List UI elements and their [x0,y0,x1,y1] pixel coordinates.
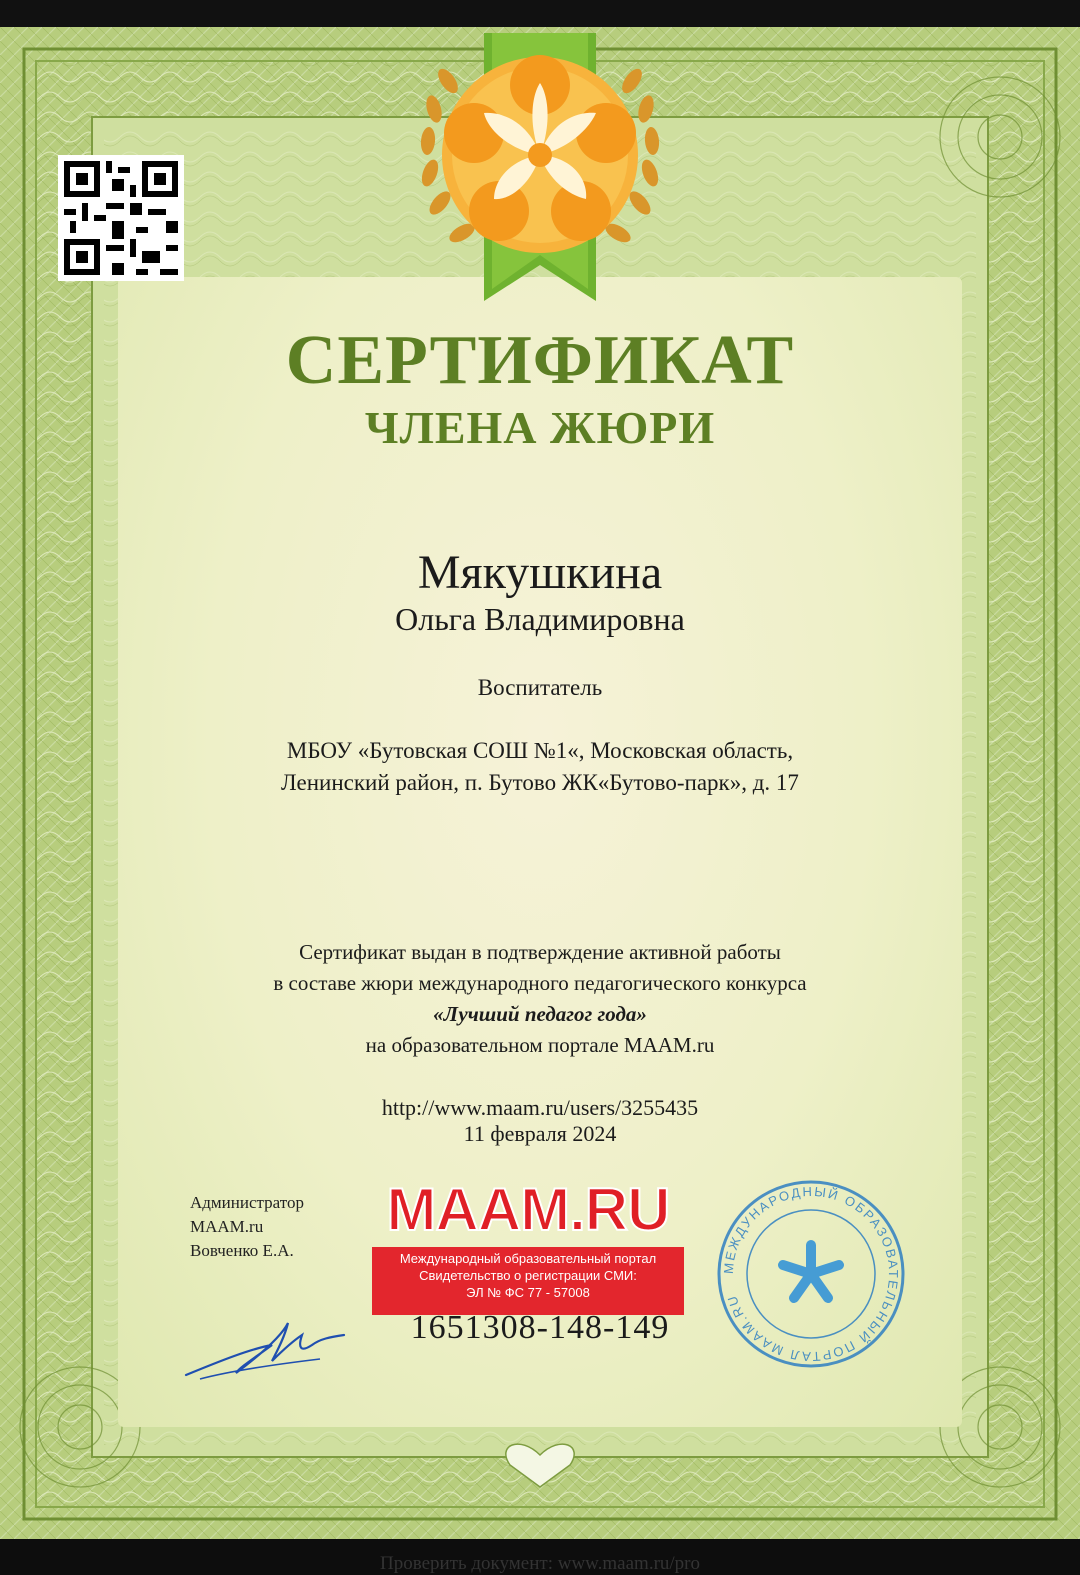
recipient-position: Воспитатель [477,675,603,700]
recipient-given-names: Ольга Владимировна [395,601,685,637]
certificate-subtitle: ЧЛЕНА ЖЮРИ [364,402,716,453]
award-emblem [400,33,680,303]
profile-url: http://www.maam.ru/users/3255435 [381,1095,699,1120]
org-line-1: МБОУ «Бутовская СОШ №1«, Московская область, [286,738,794,763]
maam-logo-word: MAAM.RU [386,1176,670,1243]
certificate-page [0,27,1080,1574]
top-status-bar [0,0,1080,27]
issue-date: 11 февраля 2024 [463,1121,617,1146]
recipient-surname: Мякушкина [417,546,663,599]
org-line-2: Ленинский район, п. Бутово ЖК«Бутово-парк», д. 17 [281,770,799,795]
maam-logo-band [372,1247,684,1315]
certificate-statement [0,937,1080,1061]
statement-line-2: в составе жюри международного педагогического конкурса [273,971,807,995]
logo-line-2: Свидетельство о регистрации СМИ: [419,1268,637,1283]
qr-code [58,155,184,281]
profile-and-date [0,1095,1080,1147]
admin-line-2: MAAM.ru [190,1217,264,1236]
admin-line-3: Вовченко Е.А. [190,1241,294,1260]
certificate-title: СЕРТИФИКАТ [285,322,795,399]
logo-line-3: ЭЛ № ФС 77 - 57008 [466,1285,590,1300]
contest-name: «Лучший педагог года» [433,1002,647,1026]
maam-logo [372,1175,684,1317]
certificate-number: 1651308-148-149 [410,1309,670,1346]
recipient-organization [0,735,1080,799]
verify-link-text: Проверить документ: www.maam.ru/pro [379,1553,701,1574]
admin-line-1: Администратор [190,1193,304,1212]
statement-line-1: Сертификат выдан в подтверждение активной работы [299,940,781,964]
statement-line-4: на образовательном портале MAAM.ru [365,1033,715,1057]
logo-line-1: Международный образовательный портал [399,1251,657,1266]
svg-text:МЕЖДУНАРОДНЫЙ ОБРАЗОВАТЕЛЬНЫЙ: МЕЖДУНАРОДНЫЙ ОБРАЗОВАТЕЛЬНЫЙ ПОРТАЛ MAAM.RU [720,1183,902,1365]
administrator-block [190,1191,304,1263]
